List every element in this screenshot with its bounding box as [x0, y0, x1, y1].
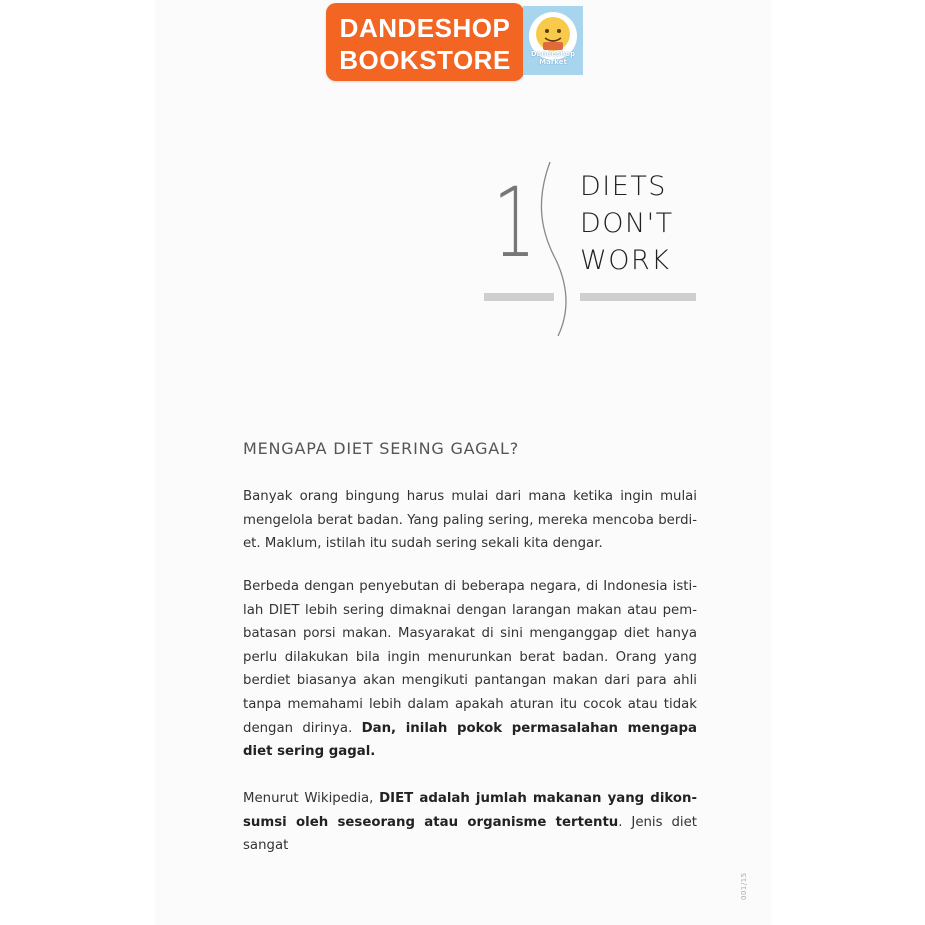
- paragraph-1: Banyak orang bingung harus mulai dari mana ketika ingin mulai mengelola berat badan. Yang paling sering, mereka mencoba berdi-et. Maklum, istilah itu sudah sering sekali kita dengar.: [243, 489, 697, 552]
- chapter-title-line-2: DON'T: [580, 208, 674, 239]
- chapter-number: 1: [493, 167, 536, 279]
- chapter-rule-right: [580, 293, 696, 301]
- logo-text-line2: Market: [539, 58, 567, 66]
- store-name-line1: DANDESHOP: [339, 13, 511, 43]
- paragraph-3-end: . Jenis diet sangat: [243, 814, 697, 854]
- store-name-line2: BOOKSTORE: [339, 45, 511, 75]
- chapter-divider-curve: [536, 160, 576, 340]
- paragraph-3-bold: DIET adalah jumlah makanan yang dikon-sumsi oleh seseorang atau organisme tertentu: [243, 791, 697, 830]
- logo-text-line1: Dandeshop: [530, 50, 576, 58]
- chapter-title-line-1: DIETS: [580, 171, 667, 202]
- store-logo: [523, 6, 583, 75]
- chapter-title: [580, 168, 730, 279]
- chapter-title-line-3: WORK: [580, 245, 671, 276]
- paragraph-2: [243, 575, 697, 764]
- page-code: 001/15: [740, 872, 748, 900]
- paragraph-3: [243, 787, 697, 858]
- paragraph-3-start: Menurut Wikipedia,: [243, 791, 380, 806]
- logo-caption: [527, 50, 579, 66]
- store-banner: [326, 3, 524, 81]
- chapter-rule-left: [484, 293, 554, 301]
- paragraph-2-text: Berbeda dengan penyebutan di beberapa negara, di Indonesia isti-lah DIET lebih sering dimaknai dengan larangan makan atau pem-batasan porsi makan. Masyarakat di sini menganggap diet hanya perlu dilakukan bila ingin menurunkan berat badan. Orang yang berdiet biasanya akan mengikuti pantangan makan dari para ahli tanpa memahami lebih dalam apakah aturan itu cocok atau tidak dengan dirinya.: [243, 579, 697, 736]
- paragraph-2-bold: Dan, inilah pokok permasalahan mengapa diet sering gagal.: [243, 720, 697, 760]
- section-heading: MENGAPA DIET SERING GAGAL?: [243, 439, 520, 458]
